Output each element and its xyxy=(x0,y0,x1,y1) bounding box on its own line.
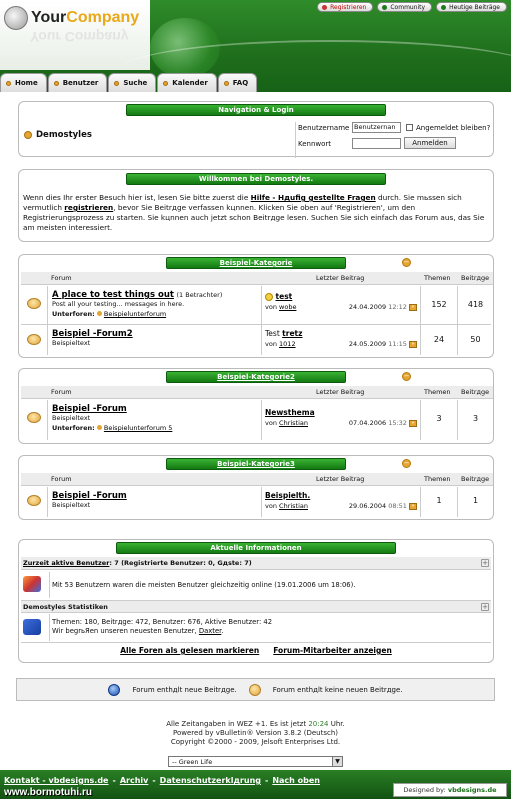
subforum-label: Unterforen: xyxy=(52,310,95,318)
chevron-down-icon: ▼ xyxy=(332,757,342,766)
col-posts: Beitrдge xyxy=(461,274,490,282)
category-box xyxy=(18,455,494,520)
legend-new: Forum enthдlt neue Beitrдge. xyxy=(132,685,237,694)
remember-label: Angemeldet bleiben? xyxy=(416,124,491,132)
col-last-post: Letzter Beitrag xyxy=(316,475,365,483)
designed-by[interactable]: Designed by: vbdesigns.de xyxy=(393,783,507,797)
forum-title-link[interactable]: Beispiel -Forum xyxy=(52,491,127,501)
record-text: Mit 53 Benutzern waren die meisten Benutzer gleichzeitig online (19.01.2006 um 18:06). xyxy=(52,581,356,589)
collapse-icon[interactable]: + xyxy=(482,559,488,567)
tab-kalender[interactable]: Kalender xyxy=(157,73,217,92)
collapse-icon[interactable]: − xyxy=(403,258,410,266)
powered-by: Powered by vBulletin® Version 3.8.2 (Deutsch) xyxy=(173,729,338,737)
subforum-link[interactable]: Beispielunterforum xyxy=(103,310,167,318)
footer-info: Alle Zeitangaben in WEZ +1. Es ist jetzt 20:24 Uhr. Powered by vBulletin® Version 3.8.2 (Deutsch) Copyright ©2000 - 2009, Jelsoft Enterprises Ltd. xyxy=(0,720,511,747)
welcome-text: Wenn dies Ihr erster Besuch hier ist, lesen Sie bitte zuerst die Hilfe - Hдufig gestellte Fragen durch. Sie mьssen sich vermutlich registrieren, bevor Sie Beitrдge verfassen kцnnen. Klicken Sie oben auf 'Registrieren', um den Registrierungsprozess zu starten. Sie kцnnen auch jetzt schon Beitrдge lesen. Suchen Sie sich einfach das Forum aus, das Sie am meisten interessiert. xyxy=(23,193,485,232)
go-to-post-icon[interactable]: » xyxy=(409,341,417,348)
faq-link[interactable]: Hilfe - Hдufig gestellte Fragen xyxy=(250,193,376,202)
col-last-post: Letzter Beitrag xyxy=(316,388,365,396)
top-links xyxy=(317,2,507,12)
tab-bullet-icon xyxy=(224,81,229,86)
forum-title-link[interactable]: A place to test things out xyxy=(52,290,174,300)
remember-checkbox[interactable] xyxy=(406,124,413,131)
home-icon xyxy=(24,131,32,139)
tab-bullet-icon xyxy=(6,81,11,86)
tab-bullet-icon xyxy=(114,81,119,86)
register-inline-link[interactable]: registrieren xyxy=(64,203,114,212)
newest-user-link[interactable]: Daxter xyxy=(198,627,222,635)
category-box xyxy=(18,254,494,358)
tab-faq[interactable]: FAQ xyxy=(218,73,257,92)
nav-login-box xyxy=(18,101,494,157)
go-to-post-icon[interactable]: » xyxy=(409,503,417,510)
collapse-icon[interactable]: − xyxy=(403,372,410,380)
last-post-title[interactable]: tretz xyxy=(282,329,303,338)
collapse-icon[interactable]: + xyxy=(482,603,488,611)
legend xyxy=(16,678,495,701)
logo-text-your: Your xyxy=(31,9,67,26)
tab-bullet-icon xyxy=(54,81,59,86)
last-post-user[interactable]: wobe xyxy=(279,303,297,311)
go-to-post-icon[interactable]: » xyxy=(409,420,417,427)
password-input[interactable] xyxy=(352,138,401,149)
nav-tabs xyxy=(0,73,258,92)
active-users-count: : 7 (Registrierte Benutzer: 0, Gдste: 7) xyxy=(109,559,252,567)
category-title[interactable]: Beispiel-Kategorie xyxy=(166,257,346,269)
welcome-bar: Willkommen bei Demostyles. xyxy=(126,173,386,185)
last-post-user[interactable]: Christian xyxy=(279,419,309,427)
archive-link[interactable]: Archiv xyxy=(119,776,149,785)
thread-count: 24 xyxy=(433,335,445,344)
subforum-link[interactable]: Beispielunterforum 5 xyxy=(103,424,173,432)
todays-posts-link[interactable]: Heutige Beiträge xyxy=(436,2,507,12)
forum-title-link[interactable]: Beispiel -Forum xyxy=(52,404,127,414)
logo-reflection: Your Company xyxy=(30,29,129,45)
copyright: Copyright ©2000 - 2009, Jelsoft Enterprises Ltd. xyxy=(170,738,341,746)
logo-globe-icon xyxy=(4,6,28,30)
bullet-icon xyxy=(322,5,327,10)
tab-bullet-icon xyxy=(163,81,168,86)
last-post: test von wobe 24.04.2009 12:12 » xyxy=(265,292,417,311)
forum-status-icon xyxy=(27,298,41,309)
forum-row xyxy=(52,491,257,509)
stats-line: Themen: 180, Beitrдge: 472, Benutzer: 676, Aktive Benutzer: 42 xyxy=(52,618,273,626)
last-post-user[interactable]: 1012 xyxy=(279,340,296,348)
forum-status-icon xyxy=(27,412,41,423)
no-new-posts-icon xyxy=(249,684,261,696)
forum-title-link[interactable]: Beispiel -Forum2 xyxy=(52,329,133,339)
forum-row xyxy=(52,404,257,432)
password-label: Kennwort xyxy=(298,140,332,148)
col-threads: Themen xyxy=(424,274,451,282)
stats-icon xyxy=(23,619,41,635)
last-post-title[interactable]: test xyxy=(275,292,293,301)
last-post-title[interactable]: Newsthema xyxy=(265,408,315,417)
category-title[interactable]: Beispiel-Kategorie2 xyxy=(166,371,346,383)
forum-description: Beispieltext xyxy=(52,414,91,422)
site-breadcrumb xyxy=(24,130,92,140)
privacy-link[interactable]: Datenschutzerklдrung xyxy=(159,776,261,785)
login-button[interactable]: Anmelden xyxy=(404,137,456,149)
category-title[interactable]: Beispiel-Kategorie3 xyxy=(166,458,346,470)
go-to-post-icon[interactable]: » xyxy=(409,304,417,311)
thread-count: 1 xyxy=(436,496,442,505)
users-icon xyxy=(23,576,41,592)
collapse-icon[interactable]: − xyxy=(403,459,410,467)
column-header xyxy=(21,473,493,486)
staff-link[interactable]: Forum-Mitarbeiter anzeigen xyxy=(273,646,392,655)
nav-login-bar: Navigation & Login xyxy=(126,104,386,116)
viewer-count: (1 Betrachter) xyxy=(176,291,223,299)
thread-count: 3 xyxy=(436,414,442,423)
subforum-icon xyxy=(97,425,102,430)
current-time: 20:24 xyxy=(308,720,329,728)
site-header xyxy=(0,0,511,92)
forum-table xyxy=(21,487,491,517)
info-box xyxy=(18,539,494,663)
column-header xyxy=(21,272,493,285)
last-post-title[interactable]: Beispielth. xyxy=(265,491,311,500)
post-count: 3 xyxy=(472,414,479,423)
last-post-user[interactable]: Christian xyxy=(279,502,309,510)
post-count: 418 xyxy=(467,300,484,309)
smiley-icon xyxy=(265,293,273,301)
forum-description: Post all your testing... messages in here. xyxy=(52,300,185,308)
forum-table xyxy=(21,400,491,440)
site-name: Demostyles xyxy=(36,130,92,140)
forum-status-icon xyxy=(27,334,41,345)
watermark: www.bormotuhi.ru xyxy=(4,787,92,798)
last-post: Newsthema von Christian 07.04.2006 15:32 » xyxy=(265,408,417,427)
mark-read-link[interactable]: Alle Foren als gelesen markieren xyxy=(120,646,260,655)
post-count: 1 xyxy=(472,496,479,505)
subforum-label: Unterforen: xyxy=(52,424,95,432)
col-threads: Themen xyxy=(424,475,451,483)
divider xyxy=(295,122,296,158)
style-chooser[interactable] xyxy=(168,756,343,767)
stats-header: Demostyles Statistiken xyxy=(21,600,491,613)
forum-description: Beispieltext xyxy=(52,339,91,347)
col-forum: Forum xyxy=(51,274,72,282)
forum-table xyxy=(21,286,491,355)
col-last-post: Letzter Beitrag xyxy=(316,274,365,282)
col-threads: Themen xyxy=(424,388,451,396)
col-forum: Forum xyxy=(51,388,72,396)
info-bar: Aktuelle Informationen xyxy=(116,542,396,554)
username-input[interactable]: Benutzernan xyxy=(352,122,401,133)
column-header xyxy=(21,386,493,399)
col-forum: Forum xyxy=(51,475,72,483)
info-links xyxy=(21,642,491,658)
tab-suche[interactable]: Suche xyxy=(108,73,156,92)
forum-row xyxy=(52,290,257,318)
tab-home[interactable]: Home xyxy=(0,73,47,92)
contact-link[interactable]: Kontakt - vbdesigns.de xyxy=(4,776,109,785)
forum-row xyxy=(52,329,257,347)
top-link[interactable]: Nach oben xyxy=(272,776,320,785)
forum-status-icon xyxy=(27,495,41,506)
bottom-bar xyxy=(0,770,511,799)
col-posts: Beitrдge xyxy=(461,388,490,396)
active-users-header xyxy=(21,557,491,570)
active-users-link[interactable]: Zurzeit aktive Benutzer xyxy=(23,559,110,567)
last-post: Beispielth. von Christian 29.06.2004 08:51 » xyxy=(265,491,417,510)
forum-description: Beispieltext xyxy=(52,501,91,509)
username-label: Benutzername xyxy=(298,124,350,132)
stats-text: Themen: 180, Beitrдge: 472, Benutzer: 676, Aktive Benutzer: 42 Wir begrьЯen unseren neuesten Benutzer, Daxter. xyxy=(52,618,273,635)
thread-count: 152 xyxy=(431,300,447,309)
site-logo[interactable] xyxy=(4,6,139,30)
subforum-icon xyxy=(97,311,102,316)
category-box xyxy=(18,368,494,444)
tab-benutzer[interactable]: Benutzer xyxy=(48,73,108,92)
legend-none: Forum enthдlt keine neuen Beitrдge. xyxy=(272,685,403,694)
bullet-icon xyxy=(382,5,387,10)
new-posts-icon xyxy=(108,684,120,696)
bullet-icon xyxy=(441,5,446,10)
col-posts: Beitrдge xyxy=(461,475,490,483)
style-selected: -- Green Life xyxy=(172,757,213,766)
post-count: 50 xyxy=(470,335,481,344)
register-link[interactable]: Registrieren xyxy=(317,2,373,12)
community-link[interactable]: Community xyxy=(377,2,432,12)
last-post: Test tretz von 1012 24.05.2009 11:15 » xyxy=(265,329,417,348)
footer-links: Kontakt - vbdesigns.de - Archiv - Datenschutzerklдrung - Nach oben xyxy=(4,776,320,785)
logo-text-company: Company xyxy=(66,9,140,26)
welcome-box xyxy=(18,169,494,242)
